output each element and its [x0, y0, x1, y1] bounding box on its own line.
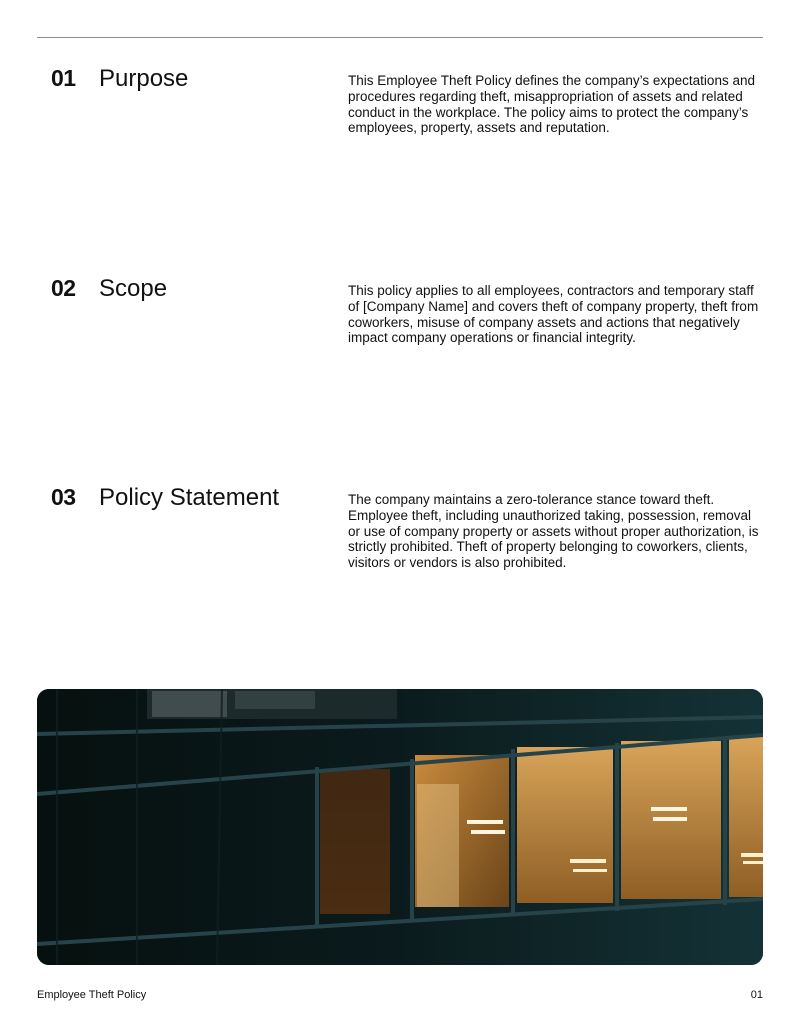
section-number: 01: [51, 65, 76, 91]
section-number: 03: [51, 484, 76, 510]
top-divider: [37, 37, 763, 38]
section-title: Purpose: [99, 65, 189, 92]
footer-page-number: 01: [750, 989, 763, 1001]
section-body: This policy applies to all employees, contractors and temporary staff of [Company Name] and covers theft of company property, theft from coworkers, misuse of company assets and actions that negatively impact company operations or financial integrity.: [348, 283, 759, 346]
section-title: Scope: [99, 275, 168, 302]
footer-document-title: Employee Theft Policy: [37, 989, 147, 1001]
section-body: This Employee Theft Policy defines the company’s expectations and procedures regarding theft, misappropriation of assets and related conduct in the workplace. The policy aims to protect the company’s employees, property, assets and reputation.: [348, 73, 755, 136]
section-number: 02: [51, 275, 76, 301]
section-body: The company maintains a zero-tolerance stance toward theft. Employee theft, including unauthorized taking, possession, removal or use of company property or assets without proper authorization, is strictly prohibited. Theft of property belonging to coworkers, clients, visitors or vendors is also prohibited.: [348, 492, 759, 571]
section-title: Policy Statement: [99, 484, 280, 511]
building-photo: [37, 689, 763, 965]
